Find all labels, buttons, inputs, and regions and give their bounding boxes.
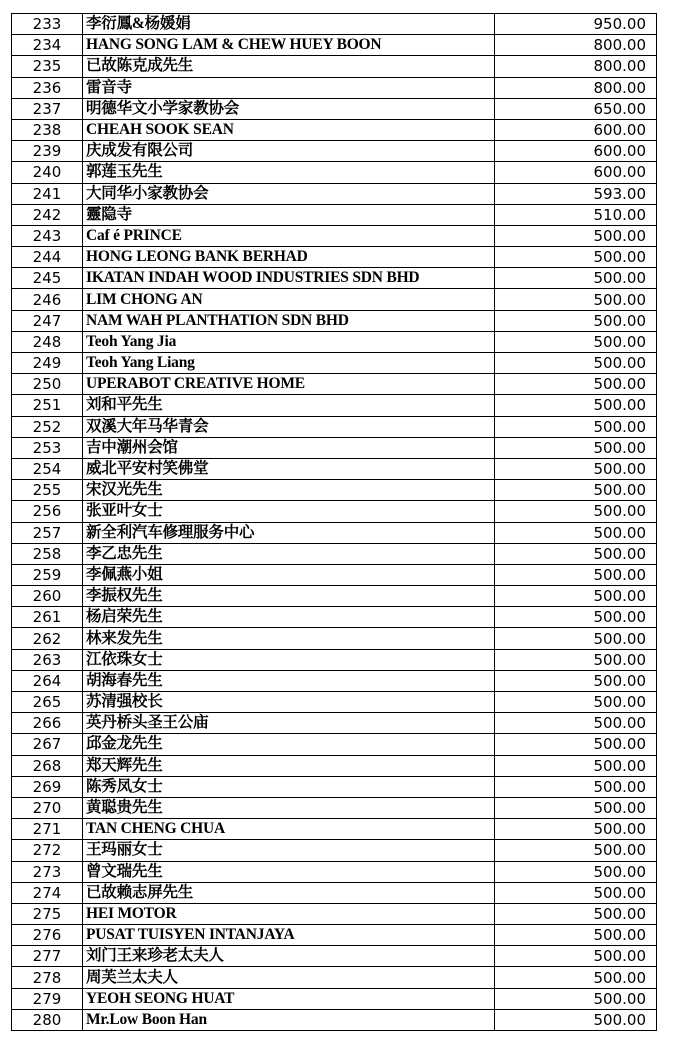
table-row — [12, 522, 657, 543]
donor-name: HEI MOTOR — [83, 903, 495, 924]
donor-name: 林来发先生 — [83, 628, 495, 649]
donation-amount: 500.00 — [495, 797, 657, 818]
table-row — [12, 776, 657, 797]
donation-amount: 500.00 — [495, 755, 657, 776]
donation-amount: 500.00 — [495, 268, 657, 289]
donor-name: 新全利汽车修理服务中心 — [83, 522, 495, 543]
row-number: 254 — [12, 458, 83, 479]
donation-amount: 500.00 — [495, 692, 657, 713]
donation-amount: 800.00 — [495, 35, 657, 56]
donor-name: 李乙忠先生 — [83, 543, 495, 564]
row-number: 233 — [12, 14, 83, 35]
table-row — [12, 797, 657, 818]
row-number: 268 — [12, 755, 83, 776]
donor-name: 郑天辉先生 — [83, 755, 495, 776]
donation-table — [11, 13, 657, 1031]
row-number: 261 — [12, 607, 83, 628]
donor-name: UPERABOT CREATIVE HOME — [83, 374, 495, 395]
row-number: 249 — [12, 353, 83, 374]
row-number: 264 — [12, 670, 83, 691]
table-row — [12, 819, 657, 840]
row-number: 257 — [12, 522, 83, 543]
donor-name: 苏清强校长 — [83, 692, 495, 713]
donor-name: 靈隐寺 — [83, 204, 495, 225]
row-number: 247 — [12, 310, 83, 331]
donation-amount: 500.00 — [495, 861, 657, 882]
table-row — [12, 310, 657, 331]
row-number: 279 — [12, 988, 83, 1009]
row-number: 278 — [12, 967, 83, 988]
donation-amount: 500.00 — [495, 437, 657, 458]
donor-name: 刘门王来珍老太夫人 — [83, 946, 495, 967]
row-number: 270 — [12, 797, 83, 818]
donor-name: 李振权先生 — [83, 586, 495, 607]
donor-name: 陈秀凤女士 — [83, 776, 495, 797]
row-number: 267 — [12, 734, 83, 755]
table-row — [12, 225, 657, 246]
table-row — [12, 882, 657, 903]
row-number: 240 — [12, 162, 83, 183]
row-number: 241 — [12, 183, 83, 204]
row-number: 236 — [12, 77, 83, 98]
donation-amount: 500.00 — [495, 967, 657, 988]
table-row — [12, 14, 657, 35]
table-row — [12, 607, 657, 628]
table-row — [12, 162, 657, 183]
table-row — [12, 692, 657, 713]
donation-amount: 500.00 — [495, 564, 657, 585]
table-body — [12, 14, 657, 1031]
donation-amount: 500.00 — [495, 480, 657, 501]
row-number: 274 — [12, 882, 83, 903]
donation-amount: 500.00 — [495, 713, 657, 734]
donor-name: 威北平安村笑佛堂 — [83, 458, 495, 479]
table-row — [12, 543, 657, 564]
donation-amount: 500.00 — [495, 353, 657, 374]
donation-amount: 600.00 — [495, 119, 657, 140]
row-number: 239 — [12, 141, 83, 162]
donation-amount: 500.00 — [495, 670, 657, 691]
table-row — [12, 331, 657, 352]
table-row — [12, 988, 657, 1009]
table-row — [12, 946, 657, 967]
donor-name: YEOH SEONG HUAT — [83, 988, 495, 1009]
row-number: 235 — [12, 56, 83, 77]
donor-name: 吉中潮州会馆 — [83, 437, 495, 458]
donor-name: CHEAH SOOK SEAN — [83, 119, 495, 140]
donor-name: PUSAT TUISYEN INTANJAYA — [83, 925, 495, 946]
row-number: 266 — [12, 713, 83, 734]
donation-amount: 500.00 — [495, 331, 657, 352]
donation-amount: 800.00 — [495, 77, 657, 98]
row-number: 275 — [12, 903, 83, 924]
table-row — [12, 353, 657, 374]
table-row — [12, 480, 657, 501]
donor-name: 大同华小家教协会 — [83, 183, 495, 204]
donor-name: 雷音寺 — [83, 77, 495, 98]
donor-name: TAN CHENG CHUA — [83, 819, 495, 840]
table-row — [12, 119, 657, 140]
row-number: 273 — [12, 861, 83, 882]
row-number: 259 — [12, 564, 83, 585]
donor-name: HONG LEONG BANK BERHAD — [83, 247, 495, 268]
row-number: 242 — [12, 204, 83, 225]
table-row — [12, 628, 657, 649]
row-number: 260 — [12, 586, 83, 607]
donation-amount: 500.00 — [495, 374, 657, 395]
row-number: 272 — [12, 840, 83, 861]
table-row — [12, 98, 657, 119]
table-row — [12, 713, 657, 734]
donation-amount: 500.00 — [495, 734, 657, 755]
donor-name: 英丹桥头圣王公庙 — [83, 713, 495, 734]
row-number: 251 — [12, 395, 83, 416]
donor-name: Teoh Yang Jia — [83, 331, 495, 352]
row-number: 234 — [12, 35, 83, 56]
donor-name: 李衍鳳&杨媛娟 — [83, 14, 495, 35]
table-row — [12, 840, 657, 861]
table-row — [12, 247, 657, 268]
donor-name: 胡海春先生 — [83, 670, 495, 691]
donor-name: 李佩燕小姐 — [83, 564, 495, 585]
donor-name: Mr.Low Boon Han — [83, 1009, 495, 1030]
row-number: 252 — [12, 416, 83, 437]
donation-amount: 500.00 — [495, 925, 657, 946]
row-number: 263 — [12, 649, 83, 670]
row-number: 237 — [12, 98, 83, 119]
donation-amount: 593.00 — [495, 183, 657, 204]
donation-amount: 500.00 — [495, 522, 657, 543]
donor-name: 张亚叶女士 — [83, 501, 495, 522]
donor-name: NAM WAH PLANTHATION SDN BHD — [83, 310, 495, 331]
donation-amount: 500.00 — [495, 946, 657, 967]
table-row — [12, 183, 657, 204]
donor-name: 黄聪贵先生 — [83, 797, 495, 818]
donor-name: 邱金龙先生 — [83, 734, 495, 755]
table-row — [12, 77, 657, 98]
donor-name: 王玛丽女士 — [83, 840, 495, 861]
donation-amount: 950.00 — [495, 14, 657, 35]
row-number: 276 — [12, 925, 83, 946]
table-row — [12, 903, 657, 924]
donation-amount: 500.00 — [495, 416, 657, 437]
donor-name: 杨启荣先生 — [83, 607, 495, 628]
donor-name: IKATAN INDAH WOOD INDUSTRIES SDN BHD — [83, 268, 495, 289]
row-number: 265 — [12, 692, 83, 713]
table-row — [12, 458, 657, 479]
row-number: 243 — [12, 225, 83, 246]
table-row — [12, 925, 657, 946]
table-row — [12, 649, 657, 670]
row-number: 246 — [12, 289, 83, 310]
donor-name: 庆成发有限公司 — [83, 141, 495, 162]
donor-name: 明德华文小学家教协会 — [83, 98, 495, 119]
donor-name: 曾文瑞先生 — [83, 861, 495, 882]
row-number: 250 — [12, 374, 83, 395]
donation-amount: 500.00 — [495, 1009, 657, 1030]
row-number: 245 — [12, 268, 83, 289]
table-row — [12, 734, 657, 755]
table-row — [12, 268, 657, 289]
donor-name: HANG SONG LAM & CHEW HUEY BOON — [83, 35, 495, 56]
table-row — [12, 56, 657, 77]
donation-amount: 500.00 — [495, 776, 657, 797]
table-row — [12, 861, 657, 882]
donation-amount: 500.00 — [495, 586, 657, 607]
donation-amount: 500.00 — [495, 289, 657, 310]
donation-amount: 510.00 — [495, 204, 657, 225]
table-row — [12, 501, 657, 522]
row-number: 269 — [12, 776, 83, 797]
table-row — [12, 35, 657, 56]
donor-name: Caf é PRINCE — [83, 225, 495, 246]
table-row — [12, 204, 657, 225]
donor-name: 已故陈克成先生 — [83, 56, 495, 77]
donation-amount: 500.00 — [495, 819, 657, 840]
donation-amount: 650.00 — [495, 98, 657, 119]
donation-amount: 500.00 — [495, 628, 657, 649]
row-number: 238 — [12, 119, 83, 140]
table-row — [12, 586, 657, 607]
row-number: 280 — [12, 1009, 83, 1030]
donor-name: 已故赖志屏先生 — [83, 882, 495, 903]
table-row — [12, 395, 657, 416]
donor-name: 周芙兰太夫人 — [83, 967, 495, 988]
row-number: 253 — [12, 437, 83, 458]
table-row — [12, 670, 657, 691]
donation-amount: 500.00 — [495, 882, 657, 903]
donor-name: 刘和平先生 — [83, 395, 495, 416]
table-row — [12, 374, 657, 395]
table-row — [12, 564, 657, 585]
table-row — [12, 416, 657, 437]
donation-amount: 800.00 — [495, 56, 657, 77]
donation-amount: 600.00 — [495, 162, 657, 183]
table-row — [12, 1009, 657, 1030]
row-number: 248 — [12, 331, 83, 352]
donor-name: 宋汉光先生 — [83, 480, 495, 501]
row-number: 256 — [12, 501, 83, 522]
table-row — [12, 755, 657, 776]
table-row — [12, 967, 657, 988]
donation-amount: 500.00 — [495, 501, 657, 522]
donation-amount: 500.00 — [495, 458, 657, 479]
donation-amount: 500.00 — [495, 903, 657, 924]
donation-amount: 500.00 — [495, 310, 657, 331]
row-number: 277 — [12, 946, 83, 967]
row-number: 271 — [12, 819, 83, 840]
donor-name: 江依珠女士 — [83, 649, 495, 670]
donation-amount: 500.00 — [495, 988, 657, 1009]
donation-amount: 500.00 — [495, 225, 657, 246]
donation-amount: 500.00 — [495, 649, 657, 670]
donation-amount: 500.00 — [495, 607, 657, 628]
donation-amount: 600.00 — [495, 141, 657, 162]
donor-name: Teoh Yang Liang — [83, 353, 495, 374]
table-row — [12, 289, 657, 310]
donor-name: 双溪大年马华青会 — [83, 416, 495, 437]
row-number: 258 — [12, 543, 83, 564]
donor-name: 郭莲玉先生 — [83, 162, 495, 183]
donation-amount: 500.00 — [495, 840, 657, 861]
donation-amount: 500.00 — [495, 395, 657, 416]
donation-amount: 500.00 — [495, 247, 657, 268]
donation-amount: 500.00 — [495, 543, 657, 564]
donor-name: LIM CHONG AN — [83, 289, 495, 310]
table-row — [12, 437, 657, 458]
row-number: 244 — [12, 247, 83, 268]
table-row — [12, 141, 657, 162]
row-number: 255 — [12, 480, 83, 501]
row-number: 262 — [12, 628, 83, 649]
